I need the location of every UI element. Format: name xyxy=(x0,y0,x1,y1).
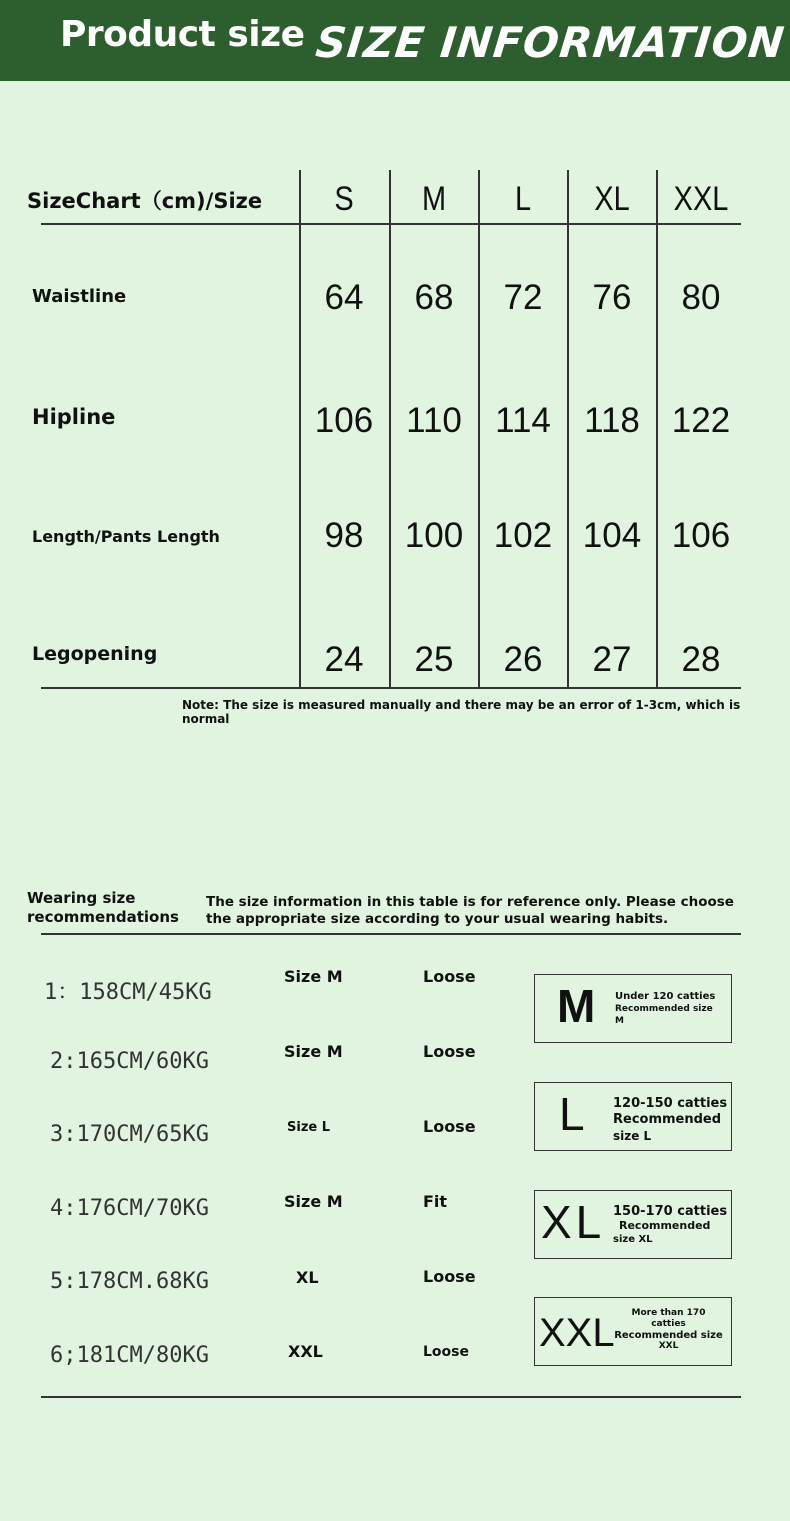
fit-type: Loose xyxy=(423,1117,476,1136)
box-caption-line: Under 120 catties xyxy=(615,991,716,1002)
table-cell: 24 xyxy=(324,640,364,679)
recommended-size: Size L xyxy=(287,1120,331,1135)
box-caption-line: size XL xyxy=(613,1234,653,1245)
table-cell: 122 xyxy=(671,401,731,440)
fit-type: Loose xyxy=(423,1042,476,1061)
box-caption xyxy=(615,991,715,1027)
box-caption-line: XXL xyxy=(658,1341,679,1351)
table-cell: 104 xyxy=(582,516,642,555)
size-box-m xyxy=(534,974,732,1043)
box-caption xyxy=(611,1308,726,1352)
box-size-letter: L xyxy=(559,1088,585,1140)
box-caption-line: Recommended xyxy=(613,1112,722,1127)
fit-type: Loose xyxy=(423,967,476,986)
fit-type: Fit xyxy=(423,1192,448,1211)
table-cell: 25 xyxy=(414,640,454,679)
size-box-l xyxy=(534,1082,732,1151)
box-caption-line: catties xyxy=(651,1319,686,1329)
box-size-letter: M xyxy=(557,980,596,1032)
measurement-note: Note: The size is measured manually and there may be an error of 1-3cm, which is normal xyxy=(182,698,741,726)
recommended-size: Size M xyxy=(284,1192,343,1211)
table-cell: 106 xyxy=(671,516,731,555)
height-weight: 6;181CM/80KG xyxy=(50,1343,209,1368)
table-cell: 26 xyxy=(503,640,543,679)
header-title-right: SIZE INFORMATION xyxy=(313,18,788,67)
row-label-waistline: Waistline xyxy=(32,286,127,307)
height-weight: 1：158CM/45KG xyxy=(44,980,212,1005)
height-weight: 5:178CM.68KG xyxy=(50,1269,209,1294)
size-chart-title: SizeChart（cm)/Size xyxy=(27,189,263,213)
height-weight: 4:176CM/70KG xyxy=(50,1196,209,1221)
size-box-xxl xyxy=(534,1297,732,1366)
size-header-s: S xyxy=(334,180,354,218)
box-size-letter: XL xyxy=(541,1196,606,1248)
table-cell: 106 xyxy=(314,401,374,440)
table-cell: 118 xyxy=(584,401,640,440)
wearing-title-line: recommendations xyxy=(27,908,179,926)
box-caption-line: 150-170 catties xyxy=(613,1204,728,1219)
table-cell: 114 xyxy=(495,401,551,440)
table-cell: 110 xyxy=(406,401,462,440)
height-weight: 2:165CM/60KG xyxy=(50,1049,209,1074)
section-divider xyxy=(41,933,741,935)
box-caption-line: M xyxy=(615,1016,624,1026)
fit-type: Loose xyxy=(423,1267,476,1286)
wearing-title xyxy=(27,889,179,927)
wearing-description-line: The size information in this table is for reference only. Please choose xyxy=(206,894,734,910)
box-caption-line: 120-150 catties xyxy=(613,1096,728,1111)
recommended-size: XL xyxy=(296,1268,319,1287)
size-header-xxl: XXL xyxy=(673,180,729,218)
recommended-size: Size M xyxy=(284,1042,343,1061)
box-caption-line: Recommended size xyxy=(614,1330,723,1341)
row-label-length: Length/Pants Length xyxy=(32,527,220,546)
table-cell: 72 xyxy=(503,278,543,317)
size-header-l: L xyxy=(514,180,532,218)
box-caption-line: Recommended xyxy=(619,1219,711,1232)
table-cell: 100 xyxy=(404,516,464,555)
recommended-size: Size M xyxy=(284,967,343,986)
table-cell: 98 xyxy=(324,516,364,555)
size-header-xl: XL xyxy=(594,180,630,218)
row-label-legopening: Legopening xyxy=(32,643,158,665)
wearing-description xyxy=(206,894,734,928)
table-cell: 68 xyxy=(414,278,454,317)
table-cell: 102 xyxy=(493,516,553,555)
table-cell: 80 xyxy=(681,278,721,317)
box-caption-line: size L xyxy=(613,1129,652,1143)
table-divider xyxy=(41,687,741,689)
header-title-left: Product size xyxy=(60,14,305,55)
row-label-hipline: Hipline xyxy=(32,405,116,429)
table-cell: 64 xyxy=(324,278,364,317)
wearing-title-line: Wearing size xyxy=(27,889,136,907)
fit-type: Loose xyxy=(423,1344,469,1360)
header-banner xyxy=(0,0,790,81)
box-caption xyxy=(613,1096,727,1144)
table-cell: 76 xyxy=(592,278,632,317)
table-cell: 28 xyxy=(681,640,721,679)
section-divider xyxy=(41,1396,741,1398)
size-header-m: M xyxy=(421,180,447,218)
box-caption-line: More than 170 xyxy=(631,1308,706,1318)
table-divider xyxy=(41,223,741,225)
table-cell: 27 xyxy=(592,640,632,679)
height-weight: 3:170CM/65KG xyxy=(50,1122,209,1147)
size-box-xl xyxy=(534,1190,732,1259)
box-caption xyxy=(613,1205,727,1247)
recommended-size: XXL xyxy=(288,1342,323,1361)
wearing-description-line: the appropriate size according to your usual wearing habits. xyxy=(206,911,669,927)
box-caption-line: Recommended size xyxy=(615,1004,713,1014)
box-size-letter: XXL xyxy=(539,1311,615,1355)
